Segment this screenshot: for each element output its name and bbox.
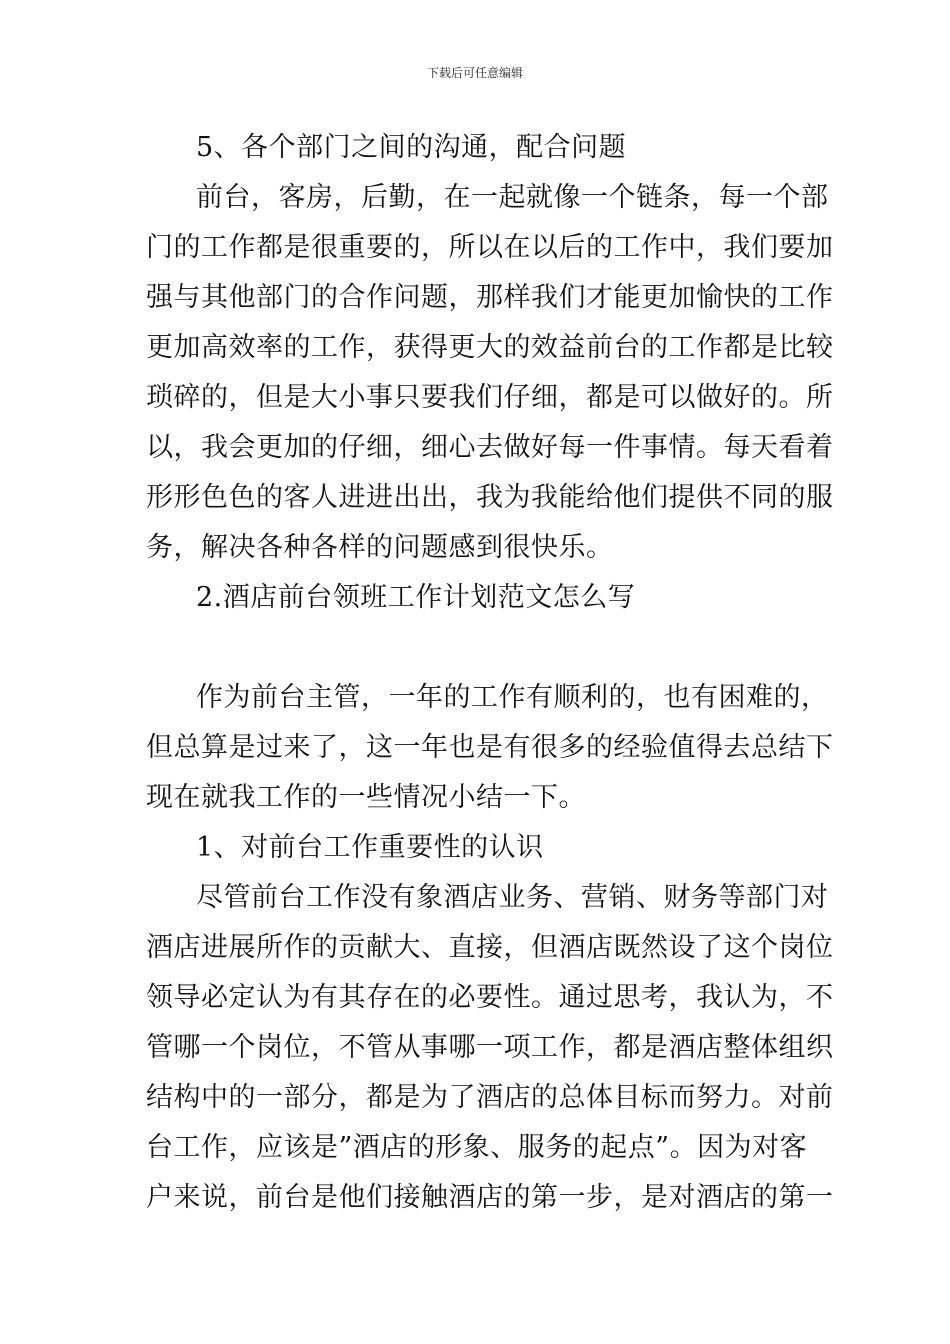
paragraph-line: 台工作，应该是”酒店的形象、服务的起点”。因为对客: [146, 1132, 808, 1163]
paragraph-line: 门的工作都是很重要的，所以在以后的工作中，我们要加: [146, 232, 834, 263]
paragraph-line: 形形色色的客人进进出出，我为我能给他们提供不同的服: [146, 482, 834, 513]
paragraph-line: 前台，客房，后勤，在一起就像一个链条，每一个部: [196, 182, 829, 213]
section-heading: 1、对前台工作重要性的认识: [196, 832, 544, 863]
paragraph-line: 务，解决各种各样的问题感到很快乐。: [146, 532, 614, 563]
paragraph-line: 现在就我工作的一些情况小结一下。: [146, 782, 586, 813]
paragraph-line: 领导必定认为有其存在的必要性。通过思考，我认为，不: [146, 982, 834, 1013]
paragraph-line: 酒店进展所作的贡献大、直接，但酒店既然设了这个岗位: [146, 932, 834, 963]
paragraph-line: 但总算是过来了，这一年也是有很多的经验值得去总结下: [146, 732, 834, 763]
paragraph-line: 尽管前台工作没有象酒店业务、营销、财务等部门对: [196, 882, 829, 913]
paragraph-line: 以，我会更加的仔细，细心去做好每一件事情。每天看着: [146, 432, 834, 463]
article-title: 2.酒店前台领班工作计划范文怎么写: [196, 582, 636, 613]
paragraph-line: 琐碎的，但是大小事只要我们仔细，都是可以做好的。所: [146, 382, 834, 413]
section-heading: 5、各个部门之间的沟通，配合问题: [196, 132, 627, 163]
paragraph-line: 管哪一个岗位，不管从事哪一项工作，都是酒店整体组织: [146, 1032, 834, 1063]
paragraph-line: 强与其他部门的合作问题，那样我们才能更加愉快的工作: [146, 282, 834, 313]
page-header: 下载后可任意编辑: [426, 66, 523, 80]
paragraph-line: 结构中的一部分，都是为了酒店的总体目标而努力。对前: [146, 1082, 834, 1113]
paragraph-line: 户来说，前台是他们接触酒店的第一步，是对酒店的第一: [146, 1182, 834, 1213]
paragraph-line: 更加高效率的工作，获得更大的效益前台的工作都是比较: [146, 332, 834, 363]
paragraph-line: 作为前台主管，一年的工作有顺利的，也有困难的，: [196, 682, 829, 713]
